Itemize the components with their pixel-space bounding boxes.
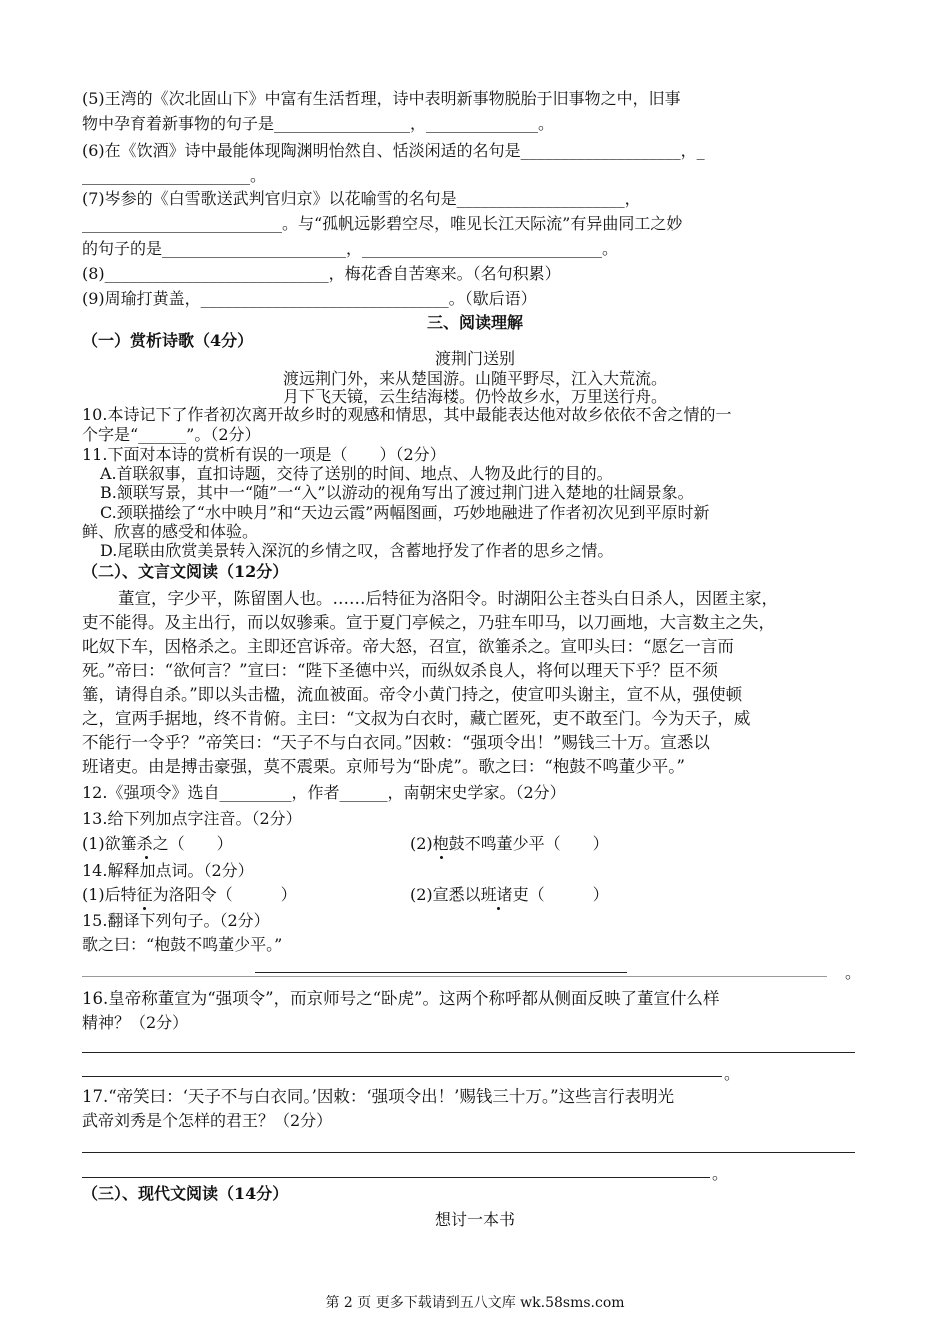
- answer-line: [82, 976, 827, 977]
- answer-line: [255, 972, 627, 973]
- question-6-line-1: (6)在《饮酒》诗中最能体现陶渊明怡然自、恬淡闲适的名句是____________________，_: [82, 141, 705, 160]
- question-8: (8)____________________________，梅花香自苦寒来。（名句积累）: [82, 264, 561, 283]
- option-b: B.颔联写景，其中一“随”一“入”以游动的视角写出了渡过荆门进入楚地的壮阔景象。: [100, 483, 694, 502]
- option-a: A.首联叙事，直扣诗题，交待了送别的时间、地点、人物及此行的目的。: [100, 464, 613, 483]
- period-mark: 。: [712, 1164, 729, 1183]
- emphasis-dot: [497, 907, 500, 910]
- part-2-heading: （二）、文言文阅读（12分）: [82, 562, 289, 581]
- question-7-line-2: _________________________。与“孤帆远影碧空尽，唯见长江天际流”有异曲同工之妙: [82, 214, 683, 233]
- section-3-title: 三、阅读理解: [426, 313, 523, 332]
- page-footer: 第 2 页 更多下载请到五八文库 wk.58sms.com: [325, 1295, 625, 1311]
- option-c-line-2: 鲜、欣喜的感受和体验。: [82, 522, 259, 541]
- answer-line: [82, 1052, 855, 1053]
- period-mark: 。: [724, 1064, 741, 1083]
- passage-line-4: 死。”帝曰：“欲何言？”宣曰：“陛下圣德中兴，而纵奴杀良人，将何以理天下乎？臣不须: [82, 661, 718, 680]
- question-14: 14.解释加点词。（2分）: [82, 861, 254, 880]
- question-15-sentence: 歌之曰：“枹鼓不鸣董少平。”: [82, 935, 283, 954]
- question-5-line-2: 物中孕育着新事物的句子是_________________，______________。: [82, 114, 555, 133]
- part-1-heading: （一）赏析诗歌（4分）: [82, 331, 254, 350]
- question-10-line-2: 个字是“______”。（2分）: [82, 425, 261, 444]
- question-17-line-1: 17.“帝笑曰：‘天子不与白衣同。’因敕：‘强项令出！’赐钱三十万。”这些言行表明光: [82, 1087, 675, 1106]
- poem-line-1: 渡远荆门外，来从楚国游。山随平野尽，江入大荒流。: [282, 369, 667, 388]
- passage-line-7: 不能行一令乎？”帝笑曰：“天子不与白衣同。”因敕：“强项令出！”赐钱三十万。宣悉以: [82, 733, 710, 752]
- passage-line-2: 吏不能得。及主出行，而以奴骖乘。宣于夏门亭候之，乃驻车叩马，以刀画地，大言数主之失，: [82, 613, 775, 632]
- question-17-line-2: 武帝刘秀是个怎样的君王？（2分）: [82, 1111, 333, 1130]
- emphasis-dot: [440, 856, 443, 859]
- question-16-line-2: 精神？（2分）: [82, 1013, 189, 1032]
- passage-line-6: 之，宣两手据地，终不肯俯。主曰：“文叔为白衣时，藏亡匿死，吏不敢至门。今为天子，威: [82, 709, 751, 728]
- question-5-line-1: (5)王湾的《次北固山下》中富有生活哲理，诗中表明新事物脱胎于旧事物之中，旧事: [82, 89, 681, 108]
- passage-line-5: 箠，请得自杀。”即以头击楹，流血被面。帝令小黄门持之，使宣叩头谢主，宣不从，强使顿: [82, 685, 743, 704]
- question-13: 13.给下列加点字注音。（2分）: [82, 809, 302, 828]
- period-mark: 。: [845, 963, 862, 982]
- question-14-item-1: (1)后特征为洛阳令（ ）: [82, 885, 297, 904]
- poem-title: 渡荆门送别: [434, 349, 515, 368]
- part-3-title: 想讨一本书: [434, 1210, 515, 1229]
- passage-line-8: 班诸吏。由是搏击豪强，莫不震栗。京师号为“卧虎”。歌之曰：“枹鼓不鸣董少平。”: [82, 757, 685, 776]
- question-7-line-1: (7)岑参的《白雪歌送武判官归京》以花喻雪的名句是_____________________，: [82, 189, 641, 208]
- question-15: 15.翻译下列句子。（2分）: [82, 911, 270, 930]
- part-3-heading: （三）、现代文阅读（14分）: [82, 1184, 289, 1203]
- question-13-item-2: (2)枹鼓不鸣董少平（ ）: [410, 834, 609, 853]
- question-6-line-2: _____________________。: [82, 166, 267, 185]
- question-7-line-3: 的句子的是_______________________，______________________________。: [82, 239, 619, 258]
- question-10-line-1: 10.本诗记下了作者初次离开故乡时的观感和情思，其中最能表达他对故乡依依不舍之情的一: [82, 405, 732, 424]
- question-9: (9)周瑜打黄盖，_______________________________。（歇后语）: [82, 289, 537, 308]
- passage-line-1: 董宣，字少平，陈留圉人也。……后特征为洛阳令。时湖阳公主苍头白日杀人，因匿主家，: [118, 589, 778, 608]
- question-11: 11.下面对本诗的赏析有误的一项是（ ）（2分）: [82, 445, 446, 464]
- emphasis-dot: [145, 856, 148, 859]
- answer-line: [82, 1076, 722, 1077]
- answer-line: [82, 1152, 855, 1153]
- passage-line-3: 叱奴下车，因格杀之。主即还宫诉帝。帝大怒，召宣，欲箠杀之。宣叩头曰：“愿乞一言而: [82, 637, 734, 656]
- option-c-line-1: C.颈联描绘了“水中映月”和“天边云霞”两幅图画，巧妙地融进了作者初次见到平原时新: [100, 503, 710, 522]
- answer-line: [82, 1177, 710, 1178]
- poem-line-2: 月下飞天镜，云生结海楼。仍怜故乡水，万里送行舟。: [282, 387, 667, 406]
- question-16-line-1: 16.皇帝称董宣为“强项令”，而京师号之“卧虎”。这两个称呼都从侧面反映了董宣什么样: [82, 989, 720, 1008]
- question-12: 12.《强项令》选自_________，作者______，南朝宋史学家。（2分）: [82, 783, 566, 802]
- option-d: D.尾联由欣赏美景转入深沉的乡情之叹，含蓄地抒发了作者的思乡之情。: [100, 541, 614, 560]
- question-13-item-1: (1)欲箠杀之（ ）: [82, 834, 233, 853]
- question-14-item-2: (2)宣悉以班诸吏（ ）: [410, 885, 609, 904]
